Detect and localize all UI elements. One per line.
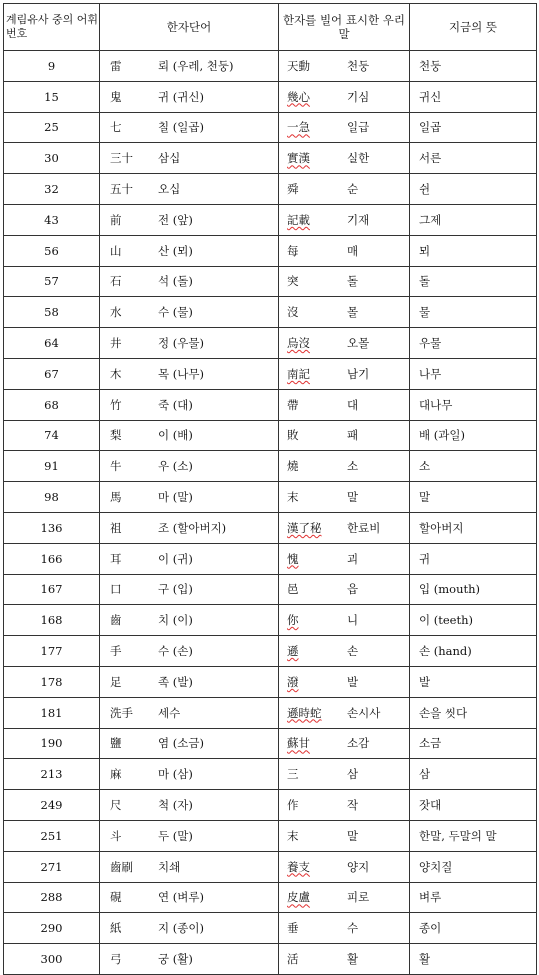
hanja-word-cell [100, 112, 279, 143]
borrowed-korean-cell [279, 605, 410, 636]
hanja-reading: 칠 (일곱) [158, 120, 204, 135]
hanja-word-cell [100, 51, 279, 82]
borrowed-reading: 천둥 [347, 58, 370, 73]
borrowed-hanja: 活 [287, 952, 299, 966]
word-number: 288 [4, 882, 100, 913]
hanja-word-cell [100, 790, 279, 821]
borrowed-hanja: 一急 [287, 120, 310, 135]
borrowed-hanja: 漢了秘 [287, 520, 322, 535]
hanja-reading: 전 (앞) [158, 212, 193, 227]
table-row [4, 820, 537, 851]
borrowed-reading: 활 [347, 952, 359, 966]
borrowed-reading: 일급 [347, 120, 370, 135]
hanja-reading: 궁 (활) [158, 952, 193, 966]
hanja-word-cell [100, 882, 279, 913]
table-row [4, 697, 537, 728]
word-number: 25 [4, 112, 100, 143]
hanja-word-cell [100, 143, 279, 174]
borrowed-hanja: 敗 [287, 428, 299, 443]
borrowed-reading: 대 [347, 397, 359, 412]
word-number: 166 [4, 543, 100, 574]
table-row [4, 451, 537, 482]
hanja-word: 石 [110, 274, 122, 289]
hanja-word: 尺 [110, 798, 122, 813]
header-word-number: 계림유사 중의 어휘번호 [4, 4, 100, 51]
table-row [4, 944, 537, 975]
borrowed-korean-cell [279, 944, 410, 975]
borrowed-korean-cell [279, 328, 410, 359]
current-meaning: 나무 [410, 358, 537, 389]
borrowed-reading: 말 [347, 490, 359, 505]
hanja-word-cell [100, 174, 279, 205]
borrowed-reading: 실한 [347, 151, 370, 166]
borrowed-korean-cell [279, 266, 410, 297]
borrowed-reading: 손시사 [347, 705, 381, 720]
borrowed-hanja: 養支 [287, 859, 310, 874]
hanja-word: 木 [110, 366, 122, 381]
current-meaning: 뫼 [410, 235, 537, 266]
hanja-reading: 연 (벼루) [158, 890, 204, 905]
borrowed-reading: 피로 [347, 890, 370, 905]
current-meaning: 발 [410, 666, 537, 697]
table-row [4, 790, 537, 821]
table-row [4, 759, 537, 790]
borrowed-korean-cell [279, 851, 410, 882]
borrowed-korean-cell [279, 759, 410, 790]
hanja-reading: 삼십 [158, 151, 181, 166]
hanja-word: 三十 [110, 151, 133, 166]
current-meaning: 우물 [410, 328, 537, 359]
table-row [4, 235, 537, 266]
hanja-reading: 이 (귀) [158, 551, 193, 566]
hanja-word: 齒 [110, 613, 122, 628]
hanja-reading: 우 (소) [158, 459, 193, 474]
table-row [4, 605, 537, 636]
current-meaning: 귀 [410, 543, 537, 574]
current-meaning: 잣대 [410, 790, 537, 821]
hanja-reading: 치 (이) [158, 613, 193, 628]
hanja-reading: 귀 (귀신) [158, 89, 204, 104]
current-meaning: 활 [410, 944, 537, 975]
hanja-word-cell [100, 389, 279, 420]
hanja-word-cell [100, 266, 279, 297]
borrowed-hanja: 舜 [287, 182, 299, 197]
table-body [4, 51, 537, 975]
hanja-reading: 마 (삼) [158, 767, 193, 782]
borrowed-korean-cell [279, 451, 410, 482]
hanja-word-cell [100, 697, 279, 728]
word-number: 32 [4, 174, 100, 205]
word-number: 64 [4, 328, 100, 359]
borrowed-hanja: 末 [287, 490, 299, 505]
borrowed-korean-cell [279, 697, 410, 728]
hanja-reading: 수 (손) [158, 644, 193, 659]
hanja-word-cell [100, 482, 279, 513]
borrowed-reading: 매 [347, 243, 359, 258]
hanja-word-cell [100, 913, 279, 944]
borrowed-korean-cell [279, 728, 410, 759]
hanja-reading: 염 (소금) [158, 736, 204, 751]
hanja-word-cell [100, 297, 279, 328]
hanja-word: 手 [110, 644, 122, 659]
hanja-word: 硯 [110, 890, 122, 905]
table-row [4, 882, 537, 913]
current-meaning: 이 (teeth) [410, 605, 537, 636]
current-meaning: 양치질 [410, 851, 537, 882]
hanja-word: 弓 [110, 952, 122, 966]
borrowed-hanja: 帶 [287, 397, 299, 412]
current-meaning: 한말, 두말의 말 [410, 820, 537, 851]
current-meaning: 종이 [410, 913, 537, 944]
borrowed-reading: 한료비 [347, 520, 381, 535]
table-row [4, 482, 537, 513]
hanja-word-cell [100, 636, 279, 667]
hanja-reading: 오십 [158, 182, 181, 197]
word-number: 91 [4, 451, 100, 482]
borrowed-hanja: 潑 [287, 674, 299, 689]
word-number: 9 [4, 51, 100, 82]
table-row [4, 143, 537, 174]
borrowed-reading: 오몰 [347, 336, 370, 351]
hanja-word-cell [100, 605, 279, 636]
hanja-reading: 족 (발) [158, 674, 193, 689]
vocabulary-table-container [3, 3, 537, 975]
current-meaning: 손 (hand) [410, 636, 537, 667]
hanja-word: 馬 [110, 490, 122, 505]
hanja-reading: 치쇄 [158, 859, 181, 874]
borrowed-korean-cell [279, 512, 410, 543]
borrowed-reading: 수 [347, 921, 359, 936]
borrowed-hanja: 愧 [287, 551, 299, 566]
word-number: 57 [4, 266, 100, 297]
table-row [4, 728, 537, 759]
borrowed-hanja: 南記 [287, 366, 310, 381]
table-row [4, 666, 537, 697]
table-row [4, 358, 537, 389]
word-number: 168 [4, 605, 100, 636]
current-meaning: 삼 [410, 759, 537, 790]
hanja-reading: 조 (할아버지) [158, 520, 227, 535]
word-number: 30 [4, 143, 100, 174]
borrowed-reading: 말 [347, 828, 359, 843]
borrowed-hanja: 蘇甘 [287, 736, 310, 751]
borrowed-korean-cell [279, 358, 410, 389]
borrowed-hanja: 皮盧 [287, 890, 310, 905]
current-meaning: 서른 [410, 143, 537, 174]
borrowed-korean-cell [279, 112, 410, 143]
table-row [4, 389, 537, 420]
borrowed-korean-cell [279, 543, 410, 574]
borrowed-hanja: 遜 [287, 644, 299, 659]
table-row [4, 174, 537, 205]
borrowed-reading: 소 [347, 459, 359, 474]
hanja-word: 口 [110, 582, 122, 597]
borrowed-reading: 양지 [347, 859, 370, 874]
borrowed-korean-cell [279, 204, 410, 235]
hanja-word: 鬼 [110, 89, 122, 104]
borrowed-korean-cell [279, 820, 410, 851]
borrowed-korean-cell [279, 574, 410, 605]
hanja-reading: 이 (배) [158, 428, 193, 443]
table-row [4, 574, 537, 605]
hanja-word-cell [100, 204, 279, 235]
borrowed-hanja: 天動 [287, 58, 310, 73]
current-meaning: 말 [410, 482, 537, 513]
word-number: 251 [4, 820, 100, 851]
word-number: 190 [4, 728, 100, 759]
hanja-word-cell [100, 81, 279, 112]
current-meaning: 일곱 [410, 112, 537, 143]
hanja-word-cell [100, 358, 279, 389]
hanja-word-cell [100, 728, 279, 759]
borrowed-reading: 패 [347, 428, 359, 443]
current-meaning: 돌 [410, 266, 537, 297]
hanja-word: 齒刷 [110, 859, 133, 874]
hanja-reading: 석 (돌) [158, 274, 193, 289]
hanja-word: 麻 [110, 767, 122, 782]
vocabulary-table [3, 3, 537, 975]
word-number: 300 [4, 944, 100, 975]
hanja-word-cell [100, 574, 279, 605]
current-meaning: 벼루 [410, 882, 537, 913]
borrowed-reading: 괴 [347, 551, 359, 566]
hanja-word: 洗手 [110, 705, 133, 720]
borrowed-hanja: 作 [287, 798, 299, 813]
borrowed-reading: 니 [347, 613, 359, 628]
borrowed-korean-cell [279, 666, 410, 697]
current-meaning: 물 [410, 297, 537, 328]
current-meaning: 입 (mouth) [410, 574, 537, 605]
borrowed-hanja: 記載 [287, 212, 310, 227]
borrowed-reading: 읍 [347, 582, 359, 597]
table-row [4, 266, 537, 297]
hanja-word: 前 [110, 212, 122, 227]
borrowed-reading: 발 [347, 674, 359, 689]
hanja-reading: 산 (뫼) [158, 243, 193, 258]
hanja-word-cell [100, 420, 279, 451]
hanja-word-cell [100, 820, 279, 851]
word-number: 249 [4, 790, 100, 821]
hanja-word: 竹 [110, 397, 122, 412]
borrowed-korean-cell [279, 636, 410, 667]
word-number: 15 [4, 81, 100, 112]
borrowed-hanja: 垂 [287, 921, 299, 936]
borrowed-hanja: 實漢 [287, 151, 310, 166]
borrowed-hanja: 邑 [287, 582, 299, 597]
borrowed-korean-cell [279, 174, 410, 205]
hanja-word-cell [100, 235, 279, 266]
table-row [4, 328, 537, 359]
word-number: 213 [4, 759, 100, 790]
hanja-word-cell [100, 851, 279, 882]
hanja-word: 紙 [110, 921, 122, 936]
hanja-reading: 두 (말) [158, 828, 193, 843]
word-number: 290 [4, 913, 100, 944]
current-meaning: 대나무 [410, 389, 537, 420]
hanja-word-cell [100, 543, 279, 574]
borrowed-hanja: 三 [287, 767, 299, 782]
borrowed-korean-cell [279, 143, 410, 174]
borrowed-hanja: 燒 [287, 459, 299, 474]
borrowed-hanja: 幾心 [287, 89, 310, 104]
table-row [4, 297, 537, 328]
hanja-word: 五十 [110, 182, 133, 197]
word-number: 271 [4, 851, 100, 882]
word-number: 43 [4, 204, 100, 235]
table-row [4, 636, 537, 667]
borrowed-hanja: 烏沒 [287, 336, 310, 351]
header-hanja-word: 한자단어 [100, 4, 279, 51]
table-row [4, 51, 537, 82]
borrowed-korean-cell [279, 790, 410, 821]
table-row [4, 913, 537, 944]
hanja-word: 水 [110, 305, 122, 320]
hanja-word: 山 [110, 243, 122, 258]
borrowed-reading: 소감 [347, 736, 370, 751]
hanja-reading: 목 (나무) [158, 366, 204, 381]
hanja-word-cell [100, 666, 279, 697]
current-meaning: 쉰 [410, 174, 537, 205]
hanja-word-cell [100, 328, 279, 359]
hanja-reading: 척 (자) [158, 798, 193, 813]
borrowed-reading: 손 [347, 644, 359, 659]
current-meaning: 천둥 [410, 51, 537, 82]
hanja-reading: 뢰 (우레, 천둥) [158, 58, 234, 73]
hanja-word: 井 [110, 336, 122, 351]
hanja-reading: 수 (물) [158, 305, 193, 320]
hanja-word: 足 [110, 674, 122, 689]
word-number: 74 [4, 420, 100, 451]
table-row [4, 204, 537, 235]
header-row [4, 4, 537, 51]
borrowed-reading: 기심 [347, 89, 370, 104]
borrowed-reading: 몰 [347, 305, 359, 320]
hanja-word-cell [100, 451, 279, 482]
word-number: 67 [4, 358, 100, 389]
borrowed-reading: 작 [347, 798, 359, 813]
borrowed-hanja: 遜時蛇 [287, 705, 322, 720]
borrowed-korean-cell [279, 297, 410, 328]
hanja-word: 鹽 [110, 736, 122, 751]
hanja-reading: 구 (입) [158, 582, 193, 597]
hanja-reading: 정 (우물) [158, 336, 204, 351]
word-number: 136 [4, 512, 100, 543]
hanja-word: 梨 [110, 428, 122, 443]
hanja-word-cell [100, 944, 279, 975]
table-row [4, 543, 537, 574]
current-meaning: 할아버지 [410, 512, 537, 543]
borrowed-korean-cell [279, 882, 410, 913]
borrowed-reading: 기재 [347, 212, 370, 227]
hanja-word-cell [100, 512, 279, 543]
hanja-word: 斗 [110, 828, 122, 843]
hanja-reading: 세수 [158, 705, 181, 720]
borrowed-hanja: 末 [287, 828, 299, 843]
table-row [4, 81, 537, 112]
header-borrowed-korean: 한자를 빌어 표시한 우리말 [279, 4, 410, 51]
word-number: 178 [4, 666, 100, 697]
borrowed-hanja: 你 [287, 613, 299, 628]
current-meaning: 배 (과일) [410, 420, 537, 451]
borrowed-reading: 순 [347, 182, 359, 197]
header-current-meaning: 지금의 뜻 [410, 4, 537, 51]
current-meaning: 소금 [410, 728, 537, 759]
hanja-reading: 마 (말) [158, 490, 193, 505]
borrowed-korean-cell [279, 51, 410, 82]
current-meaning: 소 [410, 451, 537, 482]
word-number: 56 [4, 235, 100, 266]
borrowed-reading: 남기 [347, 366, 370, 381]
hanja-reading: 죽 (대) [158, 397, 193, 412]
current-meaning: 손을 씻다 [410, 697, 537, 728]
borrowed-korean-cell [279, 913, 410, 944]
hanja-word: 雷 [110, 58, 122, 73]
word-number: 177 [4, 636, 100, 667]
table-row [4, 420, 537, 451]
borrowed-hanja: 沒 [287, 305, 299, 320]
word-number: 98 [4, 482, 100, 513]
borrowed-reading: 돌 [347, 274, 359, 289]
borrowed-hanja: 突 [287, 274, 299, 289]
word-number: 167 [4, 574, 100, 605]
borrowed-hanja: 每 [287, 243, 299, 258]
word-number: 68 [4, 389, 100, 420]
borrowed-korean-cell [279, 389, 410, 420]
current-meaning: 그제 [410, 204, 537, 235]
borrowed-korean-cell [279, 81, 410, 112]
hanja-word-cell [100, 759, 279, 790]
borrowed-korean-cell [279, 420, 410, 451]
word-number: 181 [4, 697, 100, 728]
word-number: 58 [4, 297, 100, 328]
borrowed-reading: 삼 [347, 767, 359, 782]
hanja-reading: 지 (종이) [158, 921, 204, 936]
table-row [4, 112, 537, 143]
borrowed-korean-cell [279, 482, 410, 513]
hanja-word: 祖 [110, 520, 122, 535]
hanja-word: 牛 [110, 459, 122, 474]
current-meaning: 귀신 [410, 81, 537, 112]
table-row [4, 851, 537, 882]
hanja-word: 七 [110, 120, 122, 135]
table-row [4, 512, 537, 543]
borrowed-korean-cell [279, 235, 410, 266]
hanja-word: 耳 [110, 551, 122, 566]
